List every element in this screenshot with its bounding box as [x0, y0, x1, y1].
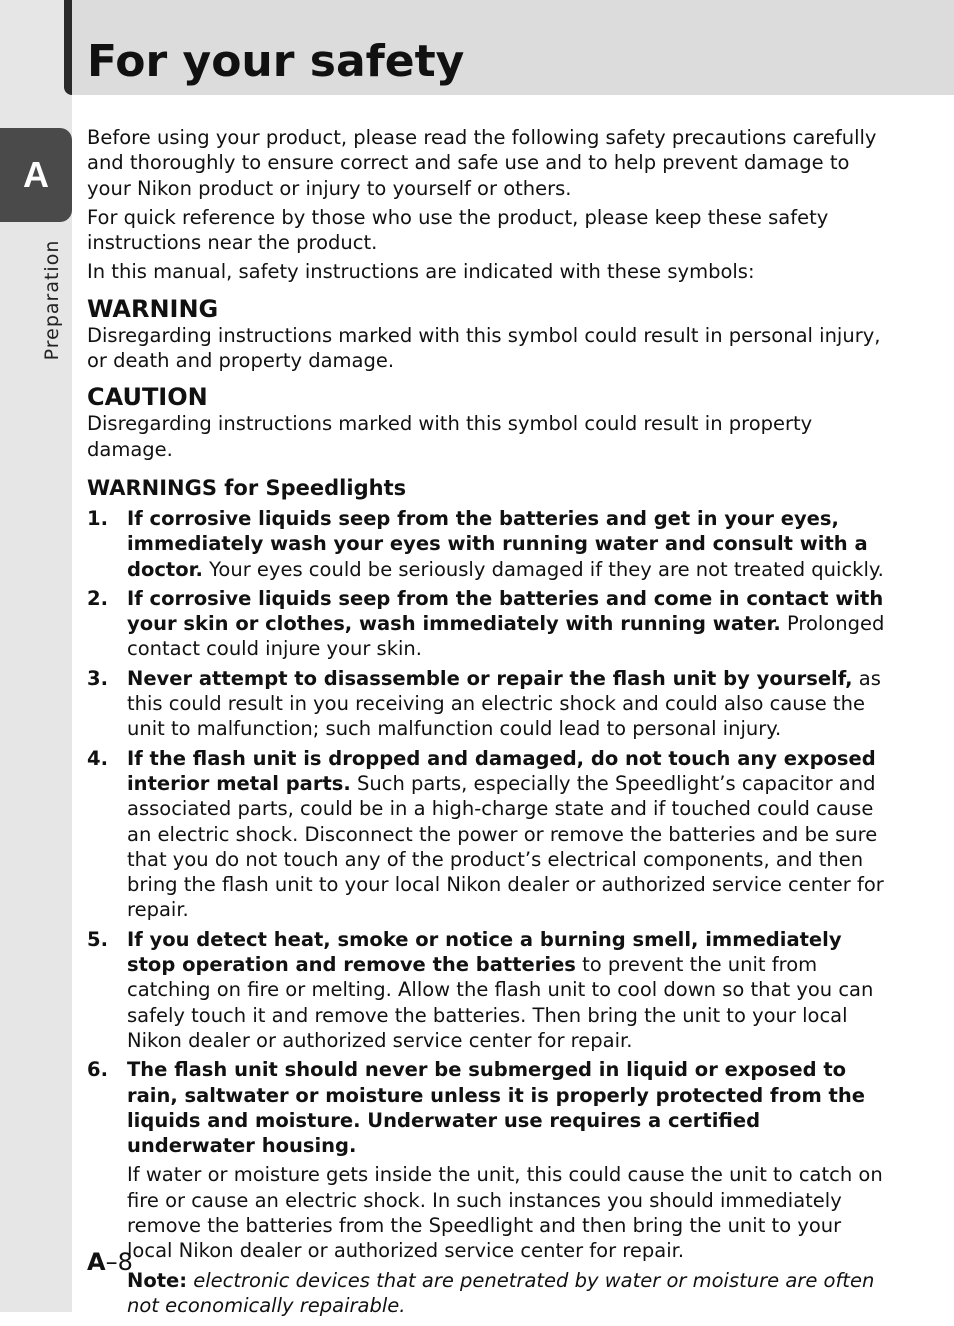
item-number: 3.: [87, 666, 108, 690]
item-extra-paragraph: If water or moisture gets inside the unit, this could cause the unit to catch on fire or cause an electric shock. In such instances you should immediately remove the batteries from the Speedlight and then bring the unit to your local Nikon dealer or authorized service center for repair.: [127, 1163, 883, 1263]
item-text: [127, 927, 892, 1053]
intro-paragraph: For quick reference by those who use the product, please keep these safety instructions near the product.: [87, 205, 829, 255]
item-bold-text: If you detect heat, smoke or notice a burning smell, immediately stop operation and remove the batteries: [127, 927, 842, 977]
warnings-list: [87, 506, 892, 1322]
caution-heading: CAUTION: [87, 383, 208, 412]
item-body-text: to prevent the unit from catching on fire or melting. Allow the flash unit to cool down so that you can safely touch it and remove the batteries. Then bring the unit to your local Nikon dealer or authorized service center for repair.: [127, 953, 874, 1052]
section-label: Preparation: [41, 239, 63, 361]
warning-text: Disregarding instructions marked with this symbol could result in personal injury, or death and property damage.: [87, 323, 881, 373]
page-number: [87, 1247, 133, 1277]
item-body-text: Prolonged contact could injure your skin.: [127, 612, 885, 661]
note-text: electronic devices that are penetrated by water or moisture are often not economically repairable.: [127, 1268, 875, 1317]
speedlights-heading: WARNINGS for Speedlights: [87, 475, 407, 500]
list-item: [87, 586, 892, 662]
item-text: [127, 506, 892, 582]
list-item: [87, 746, 892, 923]
item-text: [127, 666, 892, 742]
caution-text: Disregarding instructions marked with this symbol could result in property damage.: [87, 412, 813, 461]
page-title: For your safety: [87, 36, 465, 87]
item-text: [127, 746, 892, 923]
item-number: 2.: [87, 586, 108, 610]
header-accent-bar: [64, 0, 72, 95]
list-item: [87, 506, 892, 582]
item-text: [127, 586, 892, 662]
intro-paragraph: Before using your product, please read the following safety precautions carefully and thoroughly to ensure correct and safe use and to help prevent damage to your Nikon product or injury to yourself or others.: [87, 126, 877, 200]
item-text: [127, 1057, 892, 1322]
warning-heading: WARNING: [87, 294, 219, 323]
item-bold-text: If corrosive liquids seep from the batteries and come in contact with your skin or clothes, wash immediately with running water.: [127, 586, 884, 636]
item-number: 1.: [87, 506, 108, 530]
page-number-rest: –8: [105, 1248, 133, 1276]
item-note: [127, 1268, 892, 1319]
note-label: Note:: [127, 1268, 188, 1292]
item-number: 4.: [87, 746, 108, 770]
item-body-text: Your eyes could be seriously damaged if they are not treated quickly.: [202, 557, 884, 581]
section-tab: [0, 128, 72, 222]
item-bold-text: If the flash unit is dropped and damaged, do not touch any exposed interior metal parts.: [127, 746, 876, 795]
section-letter: A: [23, 154, 49, 195]
page-content: [87, 125, 892, 1326]
list-item: [87, 666, 892, 742]
item-body-text: Such parts, especially the Speedlight’s capacitor and associated parts, could be in a high-charge state and if touched could cause an electric shock. Disconnect the power or remove the batteries and be sure that you do not touch any of the product’s electrical components, and then bring the flash unit to your local Nikon dealer or authorized service center for repair.: [127, 771, 884, 922]
item-body-text: as this could result in you receiving an electric shock and could also cause the unit to malfunction; such malfunction could lead to personal injury.: [127, 666, 881, 741]
item-bold-text: The flash unit should never be submerged in liquid or exposed to rain, saltwater or moisture unless it is properly protected from the liquids and moisture. Underwater use requires a certified underwater housing.: [127, 1058, 865, 1158]
list-item: [87, 927, 892, 1053]
item-bold-text: If corrosive liquids seep from the batteries and get in your eyes, immediately wash your eyes with running water and consult with a doctor.: [127, 506, 868, 581]
item-bold-text: Never attempt to disassemble or repair the flash unit by yourself,: [127, 666, 853, 690]
list-item: [87, 1057, 892, 1322]
item-number: 5.: [87, 927, 108, 951]
intro-paragraph: In this manual, safety instructions are indicated with these symbols:: [87, 260, 755, 284]
item-number: 6.: [87, 1058, 108, 1082]
page-number-prefix: A: [87, 1248, 106, 1276]
